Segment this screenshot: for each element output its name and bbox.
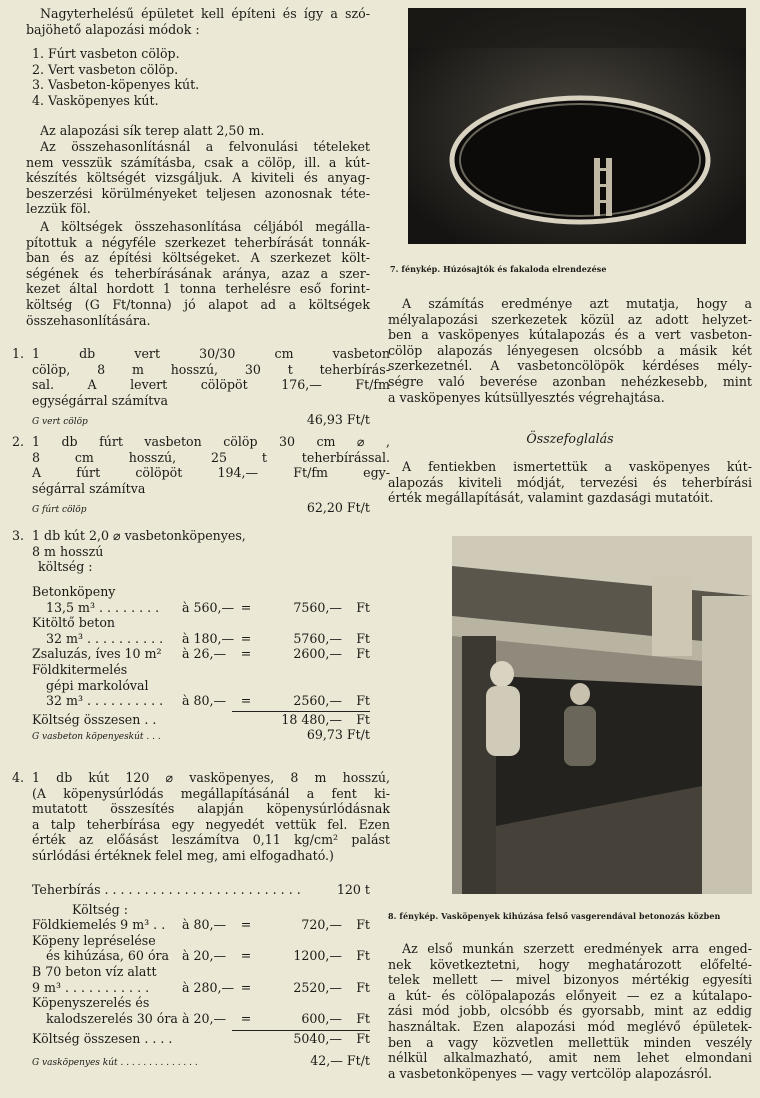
method-item: 3. Vasbeton-köpenyes kút. [32,77,200,93]
table-row: Köpenyszerelés és [32,995,150,1011]
final-paragraph: Az első munkán szerzett eredmények arra enged- nek következtetni, hogy meghatározott előfelté- telek mellett — mivel bizonyos mértékig egyesíti a kút- és cölöpalapozás előnyeit — ez a kútalapo- zási mód jobb, olcsóbb és gyorsabb, mint az eddig használtak. Ezen alapozási mód meglévő épületek- ben a vagy közvetlen mellettük minden veszély nélkül alkalmazható, amit nem lehet elmondani a vasbetonköpenyes — vagy vertcölöp alapozásról. [388,941,752,1081]
method-item: 4. Vasköpenyes kút. [32,92,159,108]
shaft-opening-photo [408,8,746,244]
item-number: 4. [12,770,25,785]
table-row: Földkitermelés [32,661,128,677]
table-row: és kihúzása, 60 óra à 20,— = 1200,— Ft [46,948,370,964]
cost-paragraph: A költségek összehasonlítása céljából megálla- pítottuk a négyféle szerkezet teherbírását tonnák- ban és az építési költségeket. A szerkezet költ- ségének és teherbírásának aránya, azaz a szer- kezet által hordott 1 tonna terhelésre eső forint- költség (G Ft/tonna) jó alapot ad a költségek összehasonlítására. [26,219,370,328]
table-row: 13,5 m³ . . . . . . . . à 560,— = 7560,— Ft [46,599,370,615]
table-row: B 70 beton víz alatt [32,963,157,979]
g-value-row-2: G fúrt cölöp 62,20 Ft/t [32,500,370,515]
table-row: Zsaluzás, íves 10 m² à 26,— = 2600,— Ft [32,646,370,662]
g-value-row-4: G vasköpenyes kút . . . . . . . . . . . . . . 42,— Ft/t [32,1052,370,1068]
item-number: 1. [12,346,25,361]
cost-item-1: 1. 1 db vert 30/30 cm vasbeton cölöp, 8 m hosszú, 30 t teherbírás- sal. A levert cölöpöt 176,— Ft/fm egységárral számítva [12,346,390,408]
section-heading: Összefoglalás [526,431,614,446]
summary-paragraph: A fentiekben ismertettük a vasköpenyes kút- alapozás kiviteli módját, tervezési és teherbírási érték megállapítását, valamint gazdasági mutatóit. [388,459,752,506]
table-row: gépi markolóval [46,677,149,693]
method-item: 2. Vert vasbeton cölöp. [32,61,179,77]
table-row: Köpeny lepréselése [32,932,156,948]
table-row: kalodszerelés 30 óra à 20,— = 600,— Ft [46,1010,370,1026]
g-value: 62,20 Ft/t [306,500,370,515]
intro-paragraph: Nagyterhelésű épületet kell építeni és így a szó- bajöhető alapozási módok : [26,6,370,37]
methods-list [26,46,370,108]
workers-in-shaft-photo [452,536,752,894]
item-number: 2. [12,434,25,449]
comparison-paragraph: Az összehasonlításnál a felvonulási tételeket nem vesszük számításba, csak a cölöp, ill. a kút- készítés költségét vizsgáljuk. A kiviteli és anyag- beszerzési körülményeket teljesen azonosnak téte- lezzük föl. [26,139,370,217]
cost-item-3: 3. 1 db kút 2,0 ⌀ vasbetonköpenyes, 8 m hosszú költség : [12,528,246,575]
table-row: Földkiemelés 9 m³ . . à 80,— = 720,— Ft [32,917,370,933]
table-row: Betonköpeny [32,584,116,599]
g-value: 46,93 Ft/t [306,412,370,427]
result-paragraph: A számítás eredménye azt mutatja, hogy a mélyalapozási szerkezetek közül az adott helyzet- ben a vasköpenyes kútalapozás és a vert vasbeton- cölöp alapozás lényegesen olcsóbb a másik két szerkezetnél. A vasbetoncölöpök kérdéses mély- ségre való beverése azonban nehézkesebb, mint a vasköpenyes kútsüllyesztés végrehajtása. [388,296,752,405]
table-row: 9 m³ . . . . . . . . . . . à 280,— = 2520,— Ft [32,979,370,995]
foundation-level-text: Az alapozási sík terep alatt 2,50 m. [40,123,265,138]
g-value: 42,— Ft/t [310,1052,370,1068]
cost-item-4: 4. 1 db kút 120 ⌀ vasköpenyes, 8 m hosszú, (A köpenysúrlódás megállapításánál a fent ki- mutatott összesítés alapján köpenysúrlódásnak a talp teherbírása egy negyedét vettük fel. Ezen érték az előásást leszámítva 0,11 kg/cm² palást súrlódási értéknek felel meg, ami elfogadható.) [12,770,390,863]
g-value-row-1: G vert cölöp 46,93 Ft/t [32,412,370,427]
total-row: Költség összesen . . 18 480,— Ft [32,711,370,727]
photo-8-caption: 8. fénykép. Vasköpenyek kihúzása felső vasgerendával betonozás közben [388,911,721,921]
g-value: 69,73 Ft/t [306,727,370,743]
method-item: 1. Fúrt vasbeton cölöp. [32,46,180,61]
table-row: 32 m³ . . . . . . . . . . à 180,— = 5760,— Ft [46,630,370,646]
table-row: Kitöltő beton [32,615,116,631]
photo-7 [408,8,746,244]
cost-table-4: Teherbírás . . . . . . . . . . . . . . . . . . . . . . . . . 120 t Költség : Földkiemelés 9 m³ . . à 80,— = 720,— Ft Köpeny lepréselése és kihúzása, 60 óra à 20,— = 1200,— Ft B 70 beton víz alatt 9 m³ . . . . . . . . . . . à 280,— = 2520,— Ft Köpenyszerelés és kalodszerelés 30 óra à 20,— = 600,— Ft Költség összesen . . . . 5040,— Ft G vasköpenyes kút . . . . . . . . . . . . . . 42,— Ft/t [32,882,370,1072]
g-value-row-3: G vasbeton köpenyeskút . . . 69,73 Ft/t [32,727,370,743]
photo-7-caption: 7. fénykép. Húzósajtók és fakaloda elrendezése [390,264,607,274]
total-row: Költség összesen . . . . 5040,— Ft [32,1031,370,1047]
cost-table-3 [32,584,370,746]
photo-8 [452,536,752,894]
table-row: 32 m³ . . . . . . . . . . à 80,— = 2560,— Ft [46,693,370,709]
cost-item-2: 2. 1 db fúrt vasbeton cölöp 30 cm ⌀ , 8 cm hosszú, 25 t teherbírással. A fúrt cölöpöt 194,— Ft/fm egy- ségárral számítva [12,434,390,496]
item-number: 3. [12,528,25,543]
capacity-row: Teherbírás . . . . . . . . . . . . . . . . . . . . . . . . . 120 t [32,882,370,897]
